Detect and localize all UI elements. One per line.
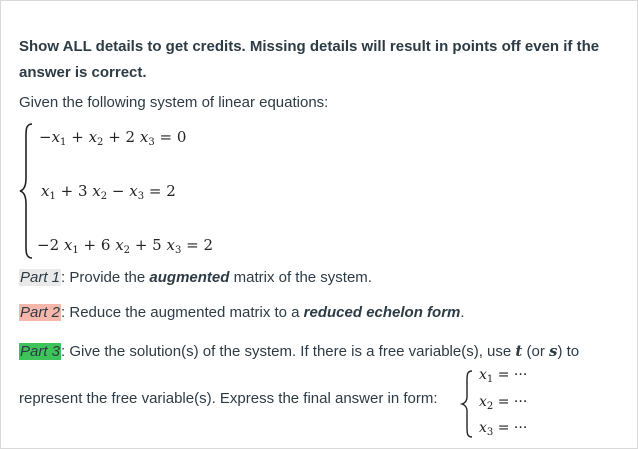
eq1-coef-3: + 2 bbox=[108, 128, 136, 146]
eq3-coef-1: −2 bbox=[37, 236, 60, 254]
intro-text: Given the following system of linear equations: bbox=[19, 94, 329, 111]
eq2-coef-2: + 3 bbox=[60, 182, 88, 200]
final-eq-2-rhs: = ··· bbox=[497, 394, 528, 410]
final-eq-2-sub: 2 bbox=[486, 401, 494, 412]
part-2-label: Part 2 bbox=[20, 304, 61, 321]
eq3-coef-2: + 6 bbox=[83, 236, 111, 254]
eq3-coef-3: + 5 bbox=[134, 236, 162, 254]
part-2-text-a: : Reduce the augmented matrix to a bbox=[61, 304, 304, 321]
part-1-emphasis: augmented bbox=[149, 269, 230, 286]
final-eq-3-sub: 3 bbox=[486, 427, 494, 438]
final-form-text: represent the free variable(s). Express the final answer in form: bbox=[19, 390, 438, 407]
eq1-coef-1: − bbox=[39, 128, 52, 146]
part-3-text-mid: (or bbox=[522, 343, 549, 360]
final-eq-1-var: x bbox=[479, 367, 487, 383]
final-eq-2 bbox=[479, 394, 527, 410]
final-eq-1 bbox=[479, 367, 527, 383]
eq3-rhs: = 2 bbox=[186, 236, 214, 254]
final-eq-3-var: x bbox=[479, 420, 487, 436]
part-1-text-b: matrix of the system. bbox=[229, 269, 372, 286]
part-3-text-a: : Give the solution(s) of the system. If there is a free variable(s), use bbox=[61, 343, 516, 360]
equation-3: −2 $x_1 + 6$ $x_2 + 5$ $x_3 = 2$ bbox=[37, 236, 214, 256]
part-1-text-a: : Provide the bbox=[61, 269, 150, 286]
part-1-text bbox=[19, 269, 372, 286]
final-eq-3 bbox=[479, 420, 527, 436]
equation-2: $x_1 + 3$ $x_2 - x_3 = 2$ bbox=[41, 182, 176, 202]
part-2-text bbox=[19, 304, 465, 321]
part-2-emphasis: reduced echelon form bbox=[303, 304, 461, 321]
final-eq-2-var: x bbox=[479, 394, 487, 410]
part-3-text-b: ) to bbox=[557, 343, 580, 360]
free-var-s: s bbox=[549, 342, 558, 360]
final-eq-1-rhs: = ··· bbox=[497, 367, 528, 383]
final-eq-3-rhs: = ··· bbox=[497, 420, 528, 436]
eq2-rhs: = 2 bbox=[148, 182, 176, 200]
instructions-text: Show ALL details to get credits. Missing details will result in points off even if the answer is correct. bbox=[19, 38, 600, 81]
system-brace bbox=[18, 122, 34, 260]
final-eq-1-sub: 1 bbox=[486, 374, 494, 385]
eq2-coef-3: − bbox=[111, 182, 125, 200]
free-var-t: t bbox=[515, 342, 523, 360]
final-form-brace bbox=[460, 369, 474, 439]
part-2-text-b: . bbox=[460, 304, 465, 321]
part-3-label: Part 3 bbox=[20, 343, 61, 360]
eq1-coef-2: + bbox=[71, 128, 84, 146]
part-1-label: Part 1 bbox=[20, 269, 61, 286]
eq1-rhs: = 0 bbox=[159, 128, 187, 146]
part-3-text bbox=[19, 342, 579, 360]
equation-1: $-x_1 + x_2 + 2$ $x_3 = 0$ bbox=[39, 128, 187, 148]
